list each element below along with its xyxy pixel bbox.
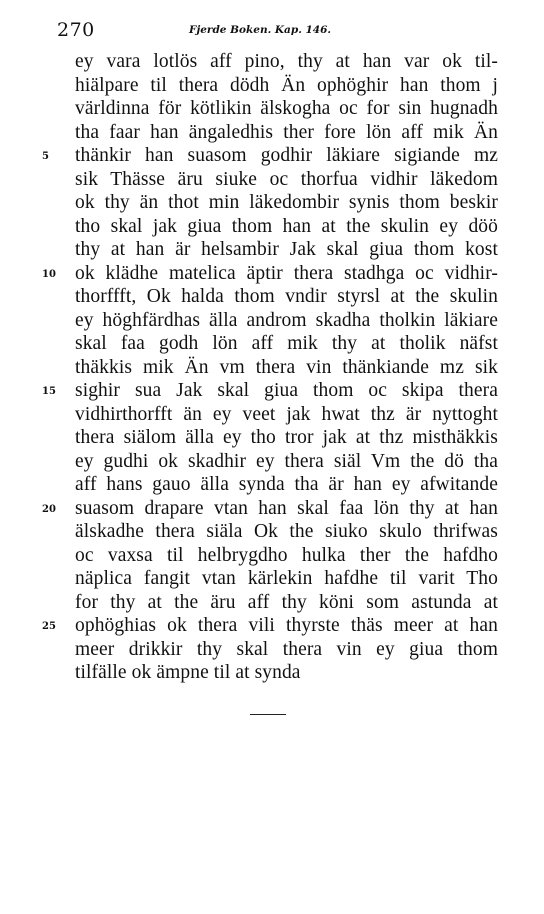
line-text: thorffft, Ok halda thom vndir styrsl at the skulin bbox=[75, 286, 498, 307]
line-text: tilfälle ok ämpne til at synda bbox=[75, 662, 301, 683]
text-line bbox=[0, 121, 544, 145]
line-text: ey höghfärdhas älla androm skadha tholkin läkiare bbox=[75, 309, 498, 331]
line-text: tho skal jak giua thom han at the skulin ey döö bbox=[75, 215, 498, 237]
text-line bbox=[0, 285, 544, 309]
page-header bbox=[57, 18, 497, 44]
text-line bbox=[0, 97, 544, 121]
line-text: thänkir han suasom godhir läkiare sigiande mz bbox=[75, 145, 498, 166]
text-line bbox=[0, 144, 544, 168]
line-text: thera siälom älla ey tho tror jak at thz misthäkkis bbox=[75, 427, 498, 448]
text-line bbox=[0, 638, 544, 662]
line-text: ey gudhi ok skadhir ey thera siäl Vm the dö tha bbox=[75, 450, 498, 472]
text-line bbox=[0, 238, 544, 262]
line-text: for thy at the äru aff thy köni som astunda at bbox=[75, 591, 498, 613]
line-text: suasom drapare vtan han skal faa lön thy at han bbox=[75, 497, 498, 519]
text-line bbox=[0, 520, 544, 544]
line-number: 10 bbox=[42, 268, 56, 280]
text-line bbox=[0, 450, 544, 474]
text-line bbox=[0, 567, 544, 591]
line-text: världinna för kötlikin älskogha oc for sin hugnadh bbox=[75, 98, 498, 119]
text-line bbox=[0, 379, 544, 403]
line-text: sighir sua Jak skal giua thom oc skipa thera bbox=[75, 380, 498, 401]
text-line bbox=[0, 215, 544, 239]
line-number: 5 bbox=[42, 151, 49, 162]
text-line bbox=[0, 168, 544, 192]
text-line bbox=[0, 356, 544, 380]
line-text: oc vaxsa til helbrygdho hulka ther the hafdho bbox=[75, 544, 498, 566]
line-text: aff hans gauo älla synda tha är han ey afwitande bbox=[75, 474, 498, 495]
end-rule bbox=[250, 714, 286, 715]
text-line bbox=[0, 332, 544, 356]
running-head: Fjerde Boken. Kap. 146. bbox=[189, 24, 332, 36]
line-text: ok thy än thot min läkedombir synis thom beskir bbox=[75, 192, 498, 213]
line-text: ok klädhe matelica äptir thera stadhga oc vidhir- bbox=[75, 262, 498, 284]
page-number: 270 bbox=[57, 19, 95, 41]
line-text: näplica fangit vtan kärlekin hafdhe til varit Tho bbox=[75, 568, 498, 589]
line-text: sik Thässe äru siuke oc thorfua vidhir läkedom bbox=[75, 168, 498, 190]
body-text bbox=[0, 50, 544, 685]
text-line bbox=[0, 309, 544, 333]
line-text: vidhirthorfft än ey veet jak hwat thz är nyttoght bbox=[75, 403, 498, 425]
line-number: 20 bbox=[42, 503, 56, 515]
line-text: älskadhe thera siäla Ok the siuko skulo thrifwas bbox=[75, 521, 498, 542]
line-text: thäkkis mik Än vm thera vin thänkiande mz sik bbox=[75, 356, 498, 378]
text-line bbox=[0, 661, 544, 685]
text-line bbox=[0, 191, 544, 215]
text-line bbox=[0, 403, 544, 427]
line-text: ey vara lotlös aff pino, thy at han var ok til- bbox=[75, 51, 498, 72]
line-number: 15 bbox=[42, 386, 56, 397]
text-line bbox=[0, 426, 544, 450]
text-line bbox=[0, 544, 544, 568]
line-text: hiälpare til thera dödh Än ophöghir han thom j bbox=[75, 74, 498, 96]
line-text: ophöghias ok thera vili thyrste thäs meer at han bbox=[75, 615, 498, 636]
text-line bbox=[0, 614, 544, 638]
line-number: 25 bbox=[42, 621, 56, 632]
text-line bbox=[0, 473, 544, 497]
line-text: skal faa godh lön aff mik thy at tholik näfst bbox=[75, 333, 498, 354]
line-text: meer drikkir thy skal thera vin ey giua thom bbox=[75, 638, 498, 660]
line-text: thy at han är helsambir Jak skal giua thom kost bbox=[75, 239, 498, 260]
text-line bbox=[0, 591, 544, 615]
text-line bbox=[0, 50, 544, 74]
text-line bbox=[0, 497, 544, 521]
text-line bbox=[0, 74, 544, 98]
text-line bbox=[0, 262, 544, 286]
line-text: tha faar han ängaledhis ther fore lön aff mik Än bbox=[75, 121, 498, 143]
